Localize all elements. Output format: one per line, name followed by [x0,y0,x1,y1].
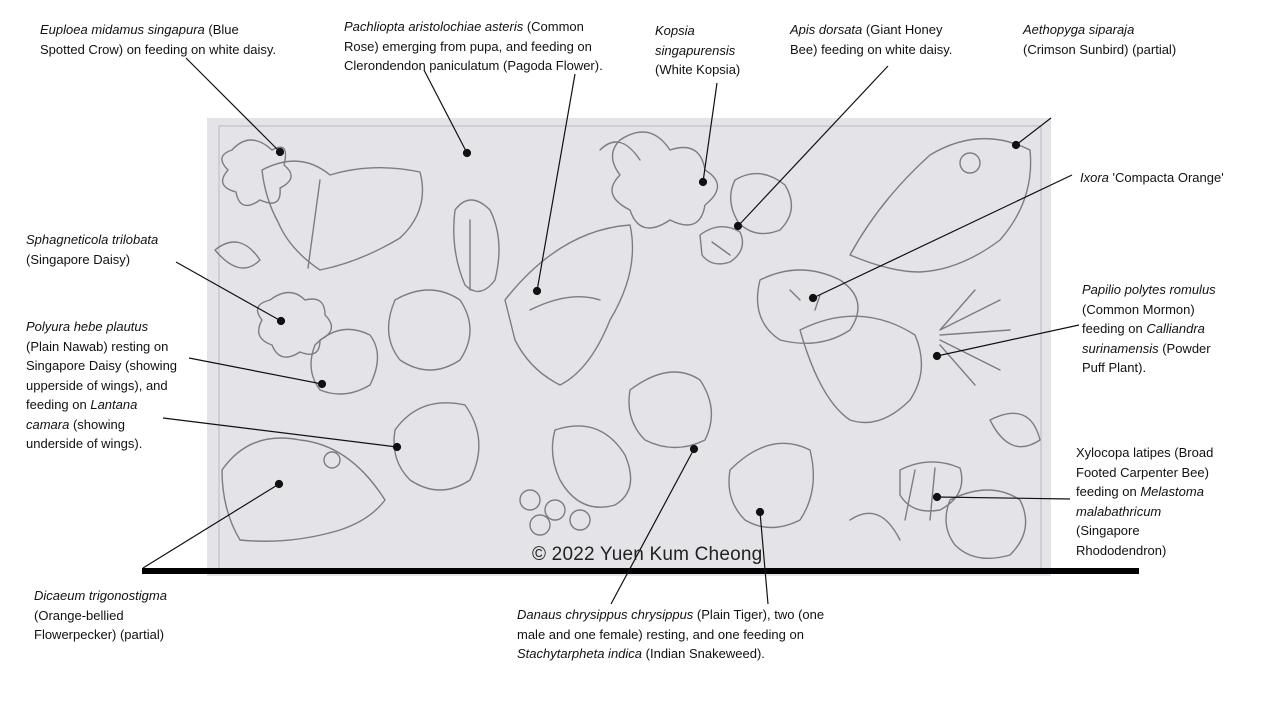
species-name: Aethopyga siparaja [1023,22,1135,37]
leader-dot-nawab-under [394,444,401,451]
species-name: Lantana [90,397,138,412]
leader-dot-crow [277,149,284,156]
leader-dot-tiger-b [757,509,764,516]
label-text: underside of wings). [26,436,143,451]
label-text: male and one female) resting, and one feeding on [517,626,804,642]
label-text: (Plain Nawab) resting on [26,338,169,354]
label-text: Puff Plant). [1082,360,1147,375]
leader-dot-rose-feeding [534,288,541,295]
label-text: 'Compacta Orange' [1108,170,1224,185]
label-text: (showing [69,416,125,432]
label-text: (Orange-bellied [34,607,124,623]
leader-dot-rose-pupa [464,150,471,157]
species-name: Danaus chrysippus chrysippus [517,607,694,622]
label-carpenter-bee [1076,443,1266,560]
label-text: Singapore Daisy (showing [26,358,178,373]
pencil-sketch-artwork [207,118,1051,576]
label-common-mormon [1082,280,1272,378]
label-text: (Plain Tiger), two (one [693,607,825,622]
species-name: Melastoma [1140,484,1204,499]
label-text: upperside of wings), and [26,377,168,393]
species-name: Kopsia [655,23,695,38]
label-text: (Singapore [1076,523,1140,538]
label-text: (Common Mormon) [1082,301,1195,317]
label-singapore-daisy [26,230,206,269]
species-name: Sphagneticola trilobata [26,232,159,247]
label-text: (Common [523,19,584,34]
species-name: Dicaeum trigonostigma [34,588,167,603]
species-name: camara [26,416,70,432]
label-text: Clerondendon paniculatum (Pagoda Flower). [344,58,603,73]
species-name: Calliandra [1146,321,1205,336]
leader-dot-bee [735,223,742,230]
species-name: Apis dorsata [790,22,863,37]
label-text: Spotted Crow) on feeding on white daisy. [40,41,277,57]
label-text: (Indian Snakeweed). [642,646,765,661]
species-name: surinamensis [1082,340,1159,356]
label-text: (Blue [204,22,239,37]
leader-dot-nawab-upper [319,381,326,388]
label-text: (White Kopsia) [655,62,741,77]
species-name: Polyura hebe plautus [26,319,149,334]
species-name: Pachliopta aristolochiae asteris [344,19,524,34]
label-common-rose [344,17,644,76]
label-text: Flowerpecker) (partial) [34,627,165,642]
label-text: (Singapore Daisy) [26,251,131,267]
label-text: (Crimson Sunbird) (partial) [1023,41,1177,57]
label-plain-nawab [26,317,206,454]
label-text: Bee) feeding on white daisy. [790,41,953,57]
copyright-notice: © 2022 Yuen Kum Cheong [532,544,763,565]
label-text: feeding on [1076,484,1141,499]
label-text: feeding on [1082,321,1147,336]
baseline-bar [142,568,1139,574]
label-blue-spotted-crow [40,20,340,59]
label-text: (Powder [1158,340,1211,356]
species-name: Papilio polytes romulus [1082,282,1216,297]
leader-dot-ixora [810,295,817,302]
label-giant-honey-bee [790,20,990,59]
leader-dot-kopsia [700,179,707,186]
species-name: singapurensis [655,42,736,58]
sketch-paper [207,118,1051,576]
leader-dot-flowerpecker [276,481,283,488]
species-name: Euploea midamus singapura [40,22,205,37]
label-text: Xylocopa latipes (Broad [1076,445,1214,460]
label-text: (Giant Honey [862,22,943,37]
leader-dot-sunbird [1013,142,1020,149]
species-name: Ixora [1080,170,1109,185]
species-name: Stachytarpheta indica [517,646,643,661]
label-white-kopsia [655,21,775,80]
label-text: Rose) emerging from pupa, and feeding on [344,38,592,54]
species-name: malabathricum [1076,503,1162,519]
leader-dot-carpenter [934,494,941,501]
label-plain-tiger [517,605,877,664]
leader-dot-daisy [278,318,285,325]
label-text: Footed Carpenter Bee) [1076,464,1209,480]
leader-dot-mormon [934,353,941,360]
leader-dot-tiger-a [691,446,698,453]
label-flowerpecker [34,586,234,645]
label-crimson-sunbird [1023,20,1223,59]
label-ixora [1080,168,1270,188]
label-text: Rhododendron) [1076,542,1167,558]
label-text: feeding on [26,397,91,412]
